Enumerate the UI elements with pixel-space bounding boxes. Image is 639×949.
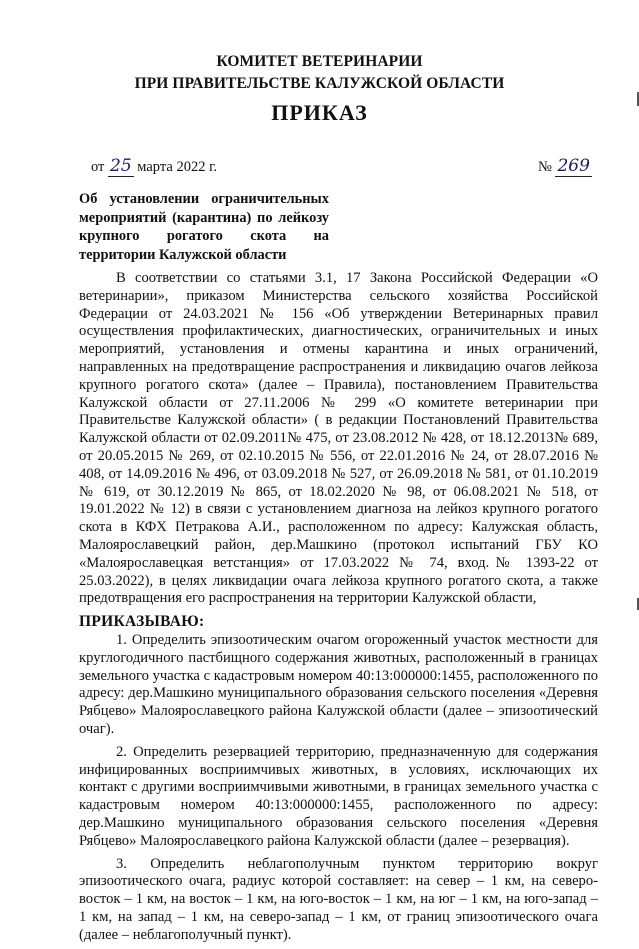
document-subject: Об установлении ограничительных мероприятий (карантина) по лейкозу крупного рогатого скота на территории Калужской области <box>79 191 329 263</box>
document-number-line <box>538 156 592 176</box>
order-word: ПРИКАЗЫВАЮ: <box>79 613 205 631</box>
order-heading <box>79 613 598 632</box>
document-title: ПРИКАЗ <box>271 100 368 125</box>
organization-name-line1: КОМИТЕТ ВЕТЕРИНАРИИ <box>216 53 423 70</box>
date-line <box>91 156 217 176</box>
document-body <box>79 270 598 949</box>
date-month-year: марта 2022 г. <box>137 159 218 175</box>
date-day-handwritten: 25 <box>110 156 132 176</box>
number-prefix: № <box>538 159 552 175</box>
date-prefix: от <box>91 159 105 175</box>
organization-name-line2: ПРИ ПРАВИТЕЛЬСТВЕ КАЛУЖСКОЙ ОБЛАСТИ <box>134 75 505 92</box>
document-number-handwritten: 269 <box>557 156 590 176</box>
order-item-1: 1. Определить эпизоотическим очагом огороженный участок местности для круглогодичного пастбищного содержания животных, расположенный в границах земельного участка с кадастровым номером 40:13:000000:1455, расположенного по адресу: дер.Машкино муниципального образования сельского поселения «Деревня Рябцево» Малоярославецкого района Калужской области (далее – эпизоотический очаг). <box>79 631 598 737</box>
preamble-paragraph: В соответствии со статьями 3.1, 17 Закона Российской Федерации «О ветеринарии», приказом Министерства сельского хозяйства Российской Федерации от 24.03.2021 № 156 «Об утверждении Ветеринарных правил осуществления профилактических, диагностических, ограничительных и иных мероприятий, установления и отмены карантина и иных ограничений, направленных на предотвращение распространения и ликвидацию очагов лейкоза крупного рогатого скота» (далее – Правила), постановлением Правительства Калужской области от 27.11.2006 № 299 «О комитете ветеринарии при Правительстве Калужской области» ( в редакции Постановлений Правительства Калужской области от 02.09.2011№ 475, от 23.08.2012 № 428, от 18.12.2013№ 689, от 20.05.2015 № 269, от 02.10.2015 № 556, от 22.01.2016 № 24, от 28.07.2016 № 408, от 14.09.2016 № 496, от 03.09.2018 № 527, от 26.09.2018 № 581, от 01.10.2019 № 619, от 30.12.2019 № 865, от 18.02.2020 № 98, от 06.08.2021 № 518, от 19.01.2022 № 12) в связи с установлением диагноза на лейкоз крупного рогатого скота в КФХ Петракова А.И., расположенном по адресу: Калужская область, Малоярославецкий район, дер.Машкино (протокол испытаний ГБУ КО «Малоярославецкая ветстанция» от 17.03.2022 № 74, вход.№ 1393-22 от 25.03.2022), в целях ликвидации очага лейкоза крупного рогатого скота, а также предотвращения его распространения на территории Калужской области, <box>79 270 598 607</box>
order-item-2: 2. Определить резервацией территорию, предназначенную для содержания инфицированных восприимчивых животных, в условиях, исключающих их контакт с другими восприимчивыми животными, в границах земельного участка с кадастровым номером 40:13:000000:1455, расположенного по адресу: дер.Машкино муниципального образования сельского поселения «Деревня Рябцево» Малоярославецкого района Калужской области (далее – резервация). <box>79 743 598 849</box>
order-item-3: 3. Определить неблагополучным пунктом территорию вокруг эпизоотического очага, радиус которой составляет: на север – 1 км, на северо-восток – 1 км, на восток – 1 км, на юго-восток – 1 км, на юг – 1 км, на юго-запад – 1 км, на запад – 1 км, на северо-запад – 1 км, от границ эпизоотического очага (далее – неблагополучный пункт). <box>79 855 598 943</box>
